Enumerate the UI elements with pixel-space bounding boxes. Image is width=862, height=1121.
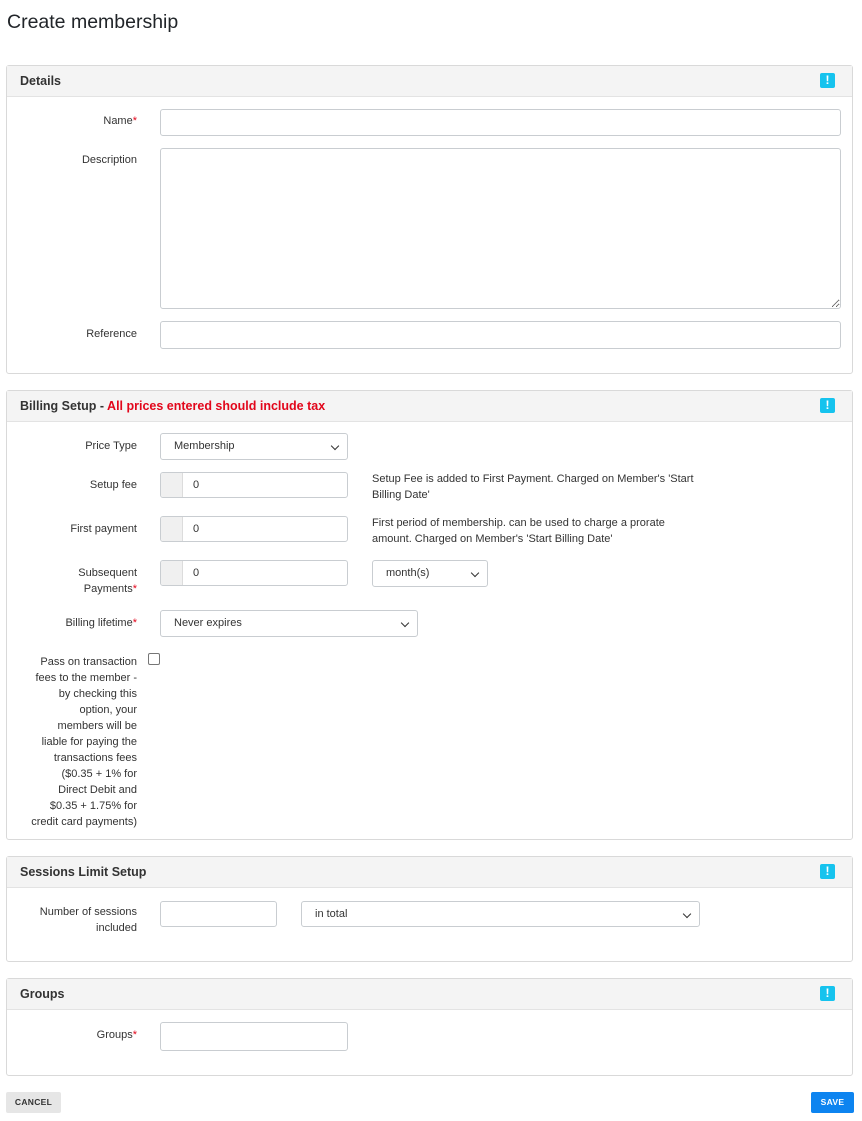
setup-fee-label: Setup fee (89, 479, 137, 491)
description-label: Description (81, 154, 137, 166)
subsequent-payments-label: Subsequent Payments* (78, 567, 137, 595)
groups-label: Groups* (96, 1029, 137, 1041)
name-input[interactable] (160, 109, 841, 136)
subsequent-payments-input[interactable]: 0 (160, 560, 348, 586)
first-payment-help: First period of membership. can be used to charge a prorate amount. Charged on Member's 'Start Billing Date' (372, 517, 665, 545)
reference-label: Reference (86, 328, 137, 340)
info-icon[interactable]: ! (820, 398, 835, 413)
chevron-down-icon (471, 569, 479, 577)
sessions-panel (6, 856, 853, 962)
groups-input[interactable] (160, 1022, 348, 1051)
info-icon[interactable]: ! (820, 986, 835, 1001)
currency-addon (161, 473, 183, 497)
description-textarea[interactable] (160, 148, 841, 309)
sessions-scope-select[interactable]: in total (301, 901, 700, 927)
required-marker: * (132, 1029, 137, 1041)
chevron-down-icon (331, 442, 339, 450)
sessions-panel-title: Sessions Limit Setup (20, 865, 147, 879)
sessions-panel-header (7, 857, 852, 888)
billing-panel-title: Billing Setup - All prices entered should include tax (20, 399, 326, 413)
info-icon[interactable]: ! (820, 864, 835, 879)
currency-addon (161, 517, 183, 541)
billing-lifetime-select[interactable]: Never expires (160, 610, 418, 637)
pass-fees-checkbox[interactable] (148, 653, 160, 665)
groups-panel-title: Groups (20, 987, 65, 1001)
setup-fee-input[interactable]: 0 (160, 472, 348, 498)
tax-warning-text: All prices entered should include tax (107, 399, 326, 413)
currency-addon (161, 561, 183, 585)
chevron-down-icon (401, 619, 409, 627)
chevron-down-icon (683, 910, 691, 918)
pass-fees-label: Pass on transaction fees to the member - by checking this option, your members will be liable for paying the transactions fees ($0.35 + 1% for Direct Debit and $0.35 + 1.75% for credit card payments) (31, 656, 137, 828)
groups-panel (6, 978, 853, 1076)
first-payment-label: First payment (70, 523, 137, 535)
name-label: Name* (103, 115, 137, 127)
billing-panel (6, 390, 853, 840)
price-type-label: Price Type (85, 440, 137, 452)
billing-panel-header (7, 391, 852, 422)
details-panel-title: Details (20, 74, 61, 88)
details-panel (6, 65, 853, 374)
groups-panel-header (7, 979, 852, 1010)
cancel-button[interactable]: CANCEL (6, 1092, 61, 1113)
save-button[interactable]: SAVE (811, 1092, 854, 1113)
first-payment-input[interactable]: 0 (160, 516, 348, 542)
billing-period-select[interactable]: month(s) (372, 560, 488, 587)
billing-lifetime-label: Billing lifetime* (65, 617, 137, 629)
number-of-sessions-input[interactable] (160, 901, 277, 927)
required-marker: * (132, 115, 137, 127)
required-marker: * (132, 617, 137, 629)
details-panel-header (7, 66, 852, 97)
required-marker: * (132, 583, 137, 595)
info-icon[interactable]: ! (820, 73, 835, 88)
reference-input[interactable] (160, 321, 841, 349)
page-title: Create membership (7, 11, 179, 33)
setup-fee-help: Setup Fee is added to First Payment. Charged on Member's 'Start Billing Date' (372, 473, 694, 501)
price-type-select[interactable]: Membership (160, 433, 348, 460)
number-of-sessions-label: Number of sessions included (39, 906, 137, 934)
